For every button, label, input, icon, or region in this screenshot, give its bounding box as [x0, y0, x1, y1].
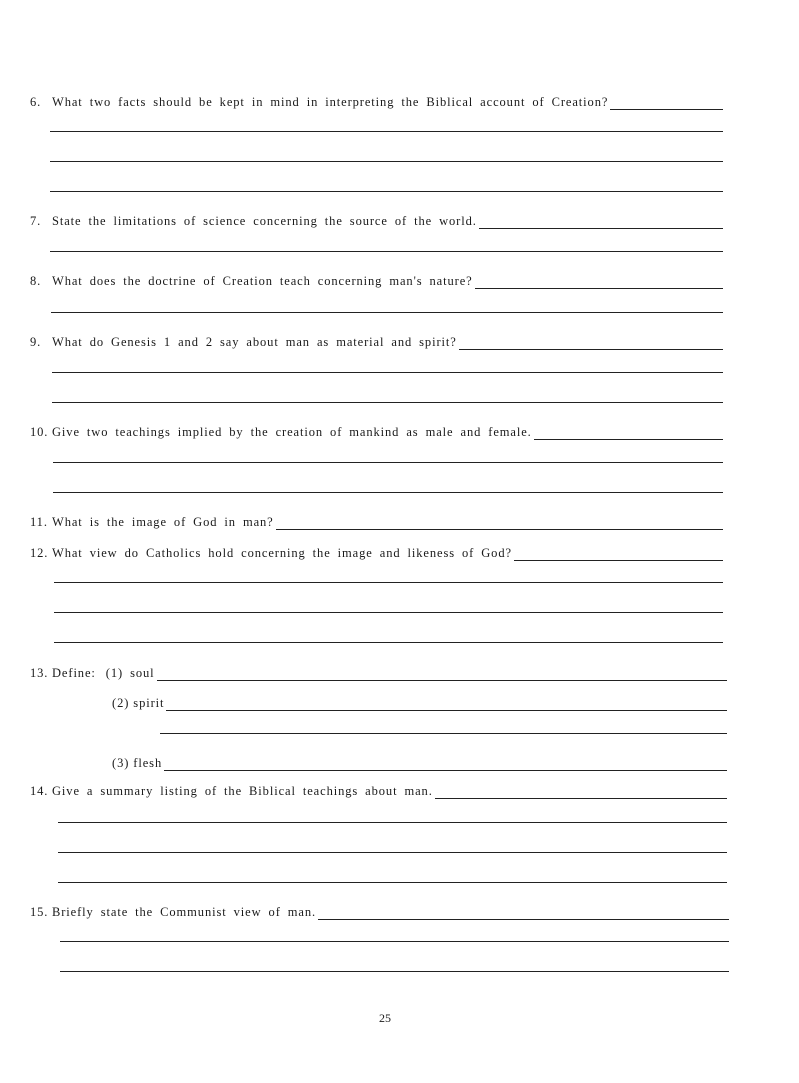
answer-blank[interactable]: [459, 337, 723, 350]
answer-line[interactable]: [52, 372, 723, 373]
answer-blank[interactable]: [475, 276, 723, 289]
define-flesh: (3) flesh: [112, 755, 727, 771]
question-9: 9. What do Genesis 1 and 2 say about man as material and spirit?: [30, 334, 723, 350]
answer-line[interactable]: [50, 251, 723, 252]
question-12: 12. What view do Catholics hold concerning the image and likeness of God?: [30, 545, 723, 561]
answer-blank[interactable]: [534, 427, 723, 440]
answer-blank[interactable]: [435, 786, 727, 799]
question-8: 8. What does the doctrine of Creation teach concerning man's nature?: [30, 273, 723, 289]
answer-line[interactable]: [54, 582, 723, 583]
question-10: 10. Give two teachings implied by the creation of mankind as male and female.: [30, 424, 723, 440]
answer-line[interactable]: [160, 733, 727, 734]
question-7: 7. State the limitations of science concerning the source of the world.: [30, 213, 723, 229]
answer-line[interactable]: [58, 822, 727, 823]
answer-line[interactable]: [50, 131, 723, 132]
answer-blank-soul[interactable]: [157, 668, 727, 681]
answer-line[interactable]: [51, 312, 723, 313]
answer-blank[interactable]: [514, 548, 723, 561]
define-spirit: (2) spirit: [112, 695, 727, 711]
answer-line[interactable]: [60, 941, 729, 942]
answer-line[interactable]: [58, 852, 727, 853]
answer-line[interactable]: [60, 971, 729, 972]
question-14: 14. Give a summary listing of the Biblical teachings about man.: [30, 783, 727, 799]
answer-line[interactable]: [52, 402, 723, 403]
answer-line[interactable]: [53, 492, 723, 493]
question-13: 13. Define: (1) soul: [30, 665, 727, 681]
answer-blank[interactable]: [479, 216, 723, 229]
page-number: 25: [379, 1011, 391, 1025]
answer-line[interactable]: [58, 882, 727, 883]
question-11: 11. What is the image of God in man?: [30, 514, 723, 530]
answer-line[interactable]: [54, 612, 723, 613]
answer-blank-flesh[interactable]: [164, 758, 727, 771]
answer-line[interactable]: [53, 462, 723, 463]
answer-line[interactable]: [54, 642, 723, 643]
question-6: 6. What two facts should be kept in mind in interpreting the Biblical account of Creation?: [30, 94, 723, 110]
answer-blank[interactable]: [276, 517, 723, 530]
answer-blank-spirit[interactable]: [166, 698, 727, 711]
answer-line[interactable]: [50, 161, 723, 162]
answer-blank[interactable]: [318, 907, 729, 920]
answer-blank[interactable]: [610, 97, 723, 110]
question-15: 15. Briefly state the Communist view of man.: [30, 904, 729, 920]
answer-line[interactable]: [50, 191, 723, 192]
